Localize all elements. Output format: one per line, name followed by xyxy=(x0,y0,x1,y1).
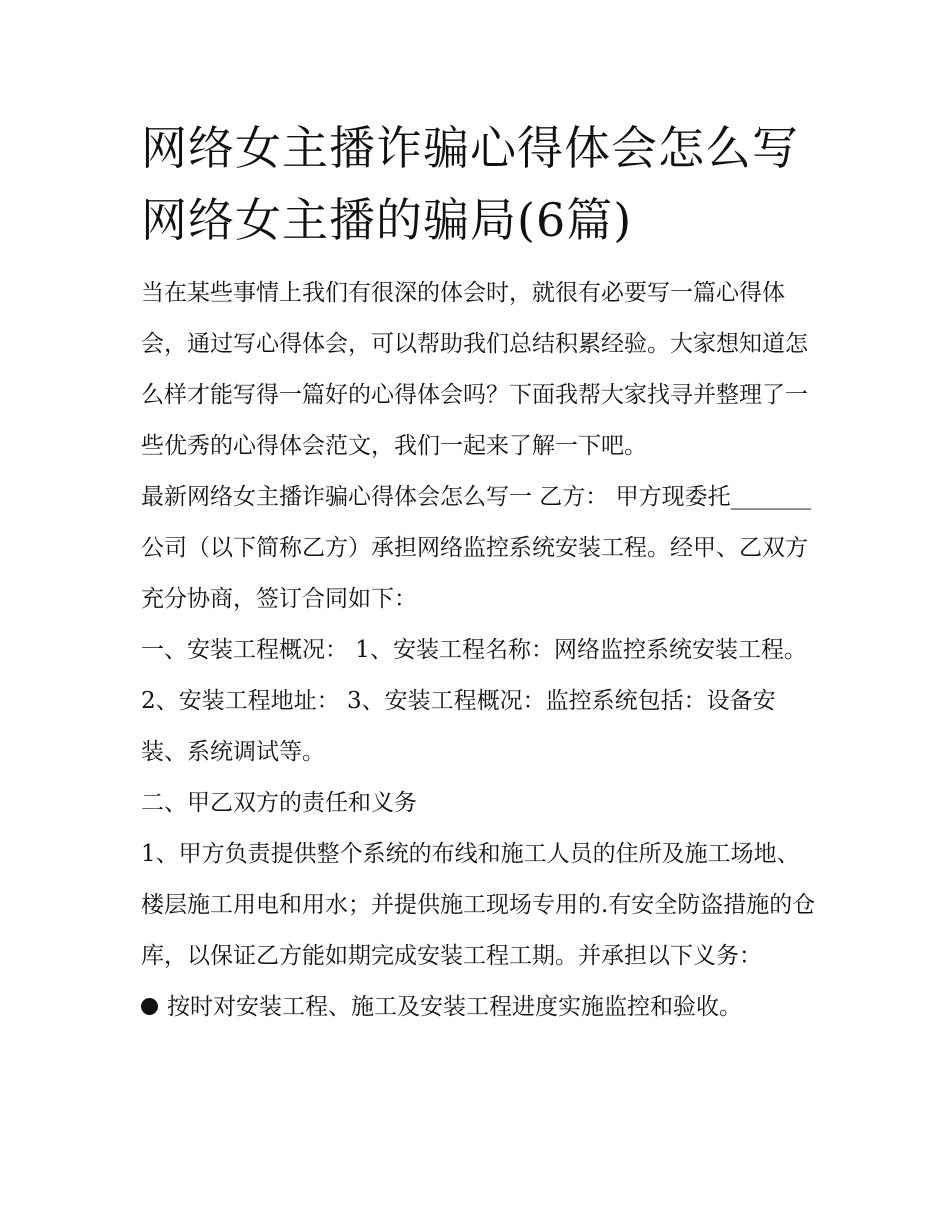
party-a-duty-paragraph: 1、甲方负责提供整个系统的布线和施工人员的住所及施工场地、楼层施工用电和用水；并提供施工现场专用的.有安全防盗措施的仓库，以保证乙方能如期完成安装工程工期。并承担以下义务： xyxy=(141,841,816,969)
section-heading-responsibilities: 二、甲乙双方的责任和义务 xyxy=(141,790,417,816)
bullet-list-item xyxy=(141,982,821,1033)
contract-intro-paragraph: 最新网络女主播诈骗心得体会怎么写一 乙方： 甲方现委托_______公司（以下简称乙方）承担网络监控系统安装工程。经甲、乙双方充分协商，签订合同如下： xyxy=(141,484,812,612)
bullet-dot-icon xyxy=(141,998,158,1015)
document-body xyxy=(141,112,821,1033)
project-overview-paragraph: 一、安装工程概况： 1、安装工程名称：网络监控系统安装工程。 2、安装工程地址： 3、安装工程概况：监控系统包括：设备安装、系统调试等。 xyxy=(141,637,807,765)
intro-paragraph: 当在某些事情上我们有很深的体会时，就很有必要写一篇心得体会，通过写心得体会，可以帮助我们总结积累经验。大家想知道怎么样才能写得一篇好的心得体会吗？下面我帮大家找寻并整理了一些优秀的心得体会范文，我们一起来了解一下吧。 xyxy=(141,280,808,459)
document-title: 网络女主播诈骗心得体会怎么写 网络女主播的骗局(6篇) xyxy=(141,121,799,247)
bullet-item-text: 按时对安装工程、施工及安装工程进度实施监控和验收。 xyxy=(167,994,742,1020)
